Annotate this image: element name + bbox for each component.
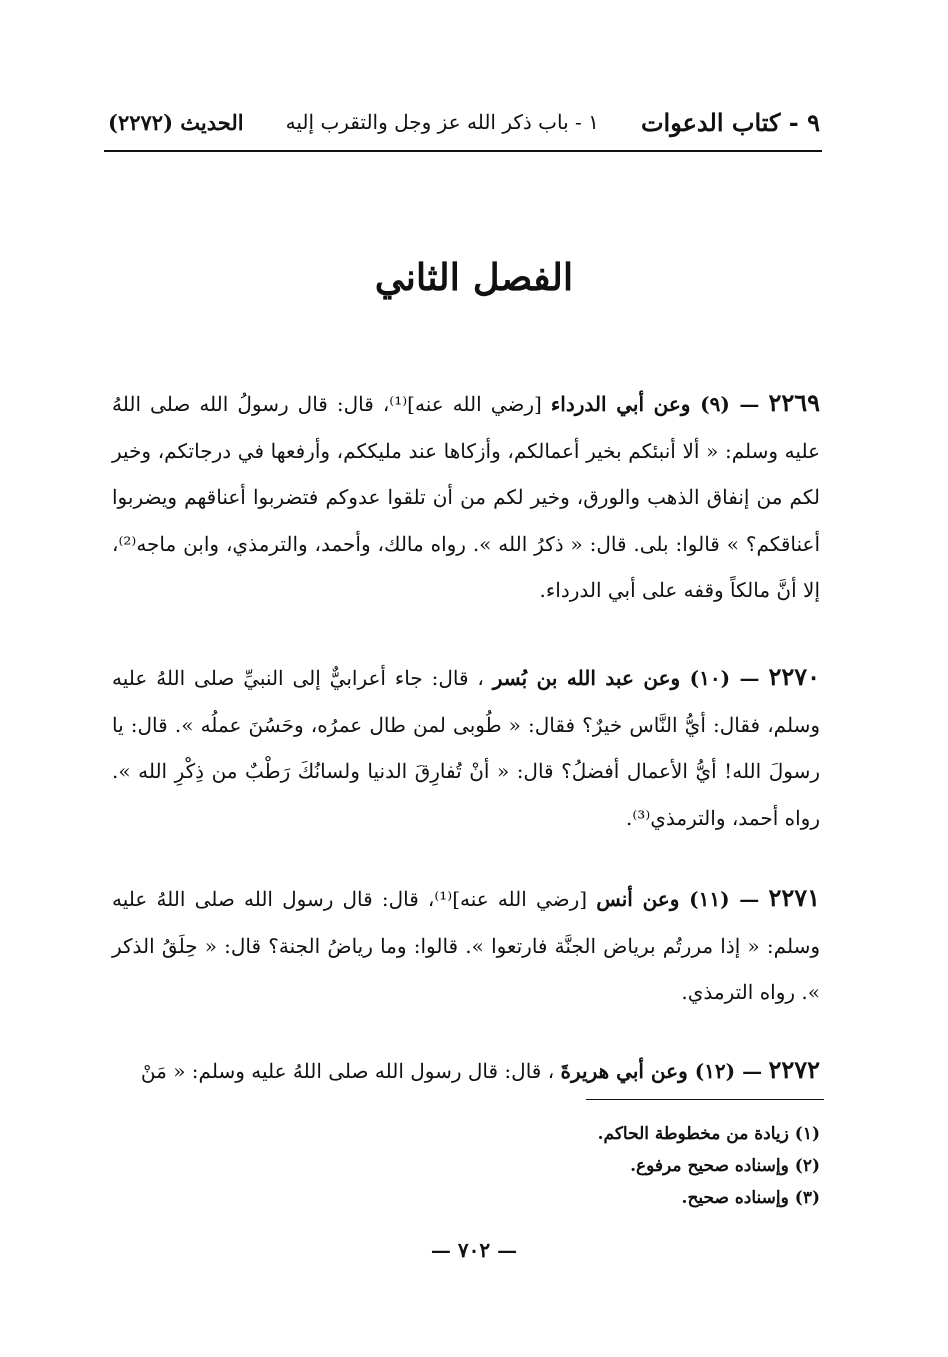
hadith-text: ، قال: قال رسول الله صلى اللهُ عليه وسلم: « مَنْ bbox=[140, 1059, 555, 1083]
hadith-text: ، قال: جاء أعرابيٌّ إلى النبيِّ صلى اللهُ عليه وسلم، فقال: أيُّ النَّاس خيرٌ؟ فقال: « طُوبى لمن طال عمرُه، وحَسُنَ عملُه ». قال: يا رسولَ الله! أيُّ الأعمال أفضلُ؟ قال: « أنْ تُفارِقَ الدنيا ولسانُكَ رَطْبٌ من ذِكْرِ الله ». رواه أحمد، والترمذي⁽³⁾. bbox=[112, 666, 820, 830]
hadith-lead: — (١١) وعن أنس bbox=[596, 887, 760, 911]
section-title: الفصل الثاني bbox=[374, 255, 574, 299]
hadith-2269 bbox=[112, 380, 820, 614]
hadith-text: [رضي الله عنه]⁽¹⁾، قال: قال رسولُ الله صلى اللهُ عليه وسلم: « ألا أنبئكم بخير أعمالكم، وأزكاها عند مليككم، وأرفعها في درجاتكم، وخير لكم من إنفاق الذهب والورق، وخير لكم من أن تلقوا عدوكم فتضربوا أعناقهم ويضربوا أعناقكم؟ » قالوا: بلى. قال: « ذكرُ الله ». رواه مالك، وأحمد، والترمذي، وابن ماجه⁽²⁾، إلا أنَّ مالكاً وقفه على أبي الدرداء. bbox=[112, 392, 820, 602]
footnotes bbox=[400, 1118, 820, 1214]
hadith-lead: — (١٢) وعن أبي هريرةَ bbox=[560, 1059, 763, 1083]
header-divider bbox=[104, 150, 822, 152]
hadith-lead: — (٩) وعن أبي الدرداء bbox=[550, 392, 760, 416]
footnote-divider bbox=[586, 1099, 824, 1100]
hadith-lead: — (١٠) وعن عبد الله بن بُسر bbox=[492, 666, 760, 690]
hadith-number: ٢٢٦٩ bbox=[768, 388, 821, 417]
chapter-title: ١ - باب ذكر الله عز وجل والتقرب إليه bbox=[285, 110, 599, 134]
hadith-2270 bbox=[112, 654, 820, 841]
footnote-3: (٣) وإسناده صحيح. bbox=[681, 1188, 820, 1208]
hadith-2271 bbox=[112, 875, 820, 1016]
footnote-2: (٢) وإسناده صحيح مرفوع. bbox=[630, 1156, 820, 1176]
hadith-reference: الحديث (٢٢٧٢) bbox=[108, 109, 244, 135]
running-header bbox=[108, 100, 820, 144]
hadith-number: ٢٢٧٢ bbox=[768, 1055, 820, 1084]
footnote-1: (١) زيادة من مخطوطة الحاكم. bbox=[597, 1124, 820, 1144]
hadith-2272 bbox=[112, 1047, 820, 1095]
hadith-number: ٢٢٧١ bbox=[768, 883, 820, 912]
hadith-number: ٢٢٧٠ bbox=[768, 662, 820, 691]
page-number: — ٧٠٢ — bbox=[430, 1238, 518, 1262]
hadith-text: [رضي الله عنه]⁽¹⁾، قال: قال رسول الله صلى اللهُ عليه وسلم: « إذا مررتُم برياض الجنَّة فارتعوا ». قالوا: وما رياضُ الجنة؟ قال: « حِلَقُ الذكر ». رواه الترمذي. bbox=[112, 887, 820, 1004]
book-title: ٩ - كتاب الدعوات bbox=[640, 107, 820, 137]
